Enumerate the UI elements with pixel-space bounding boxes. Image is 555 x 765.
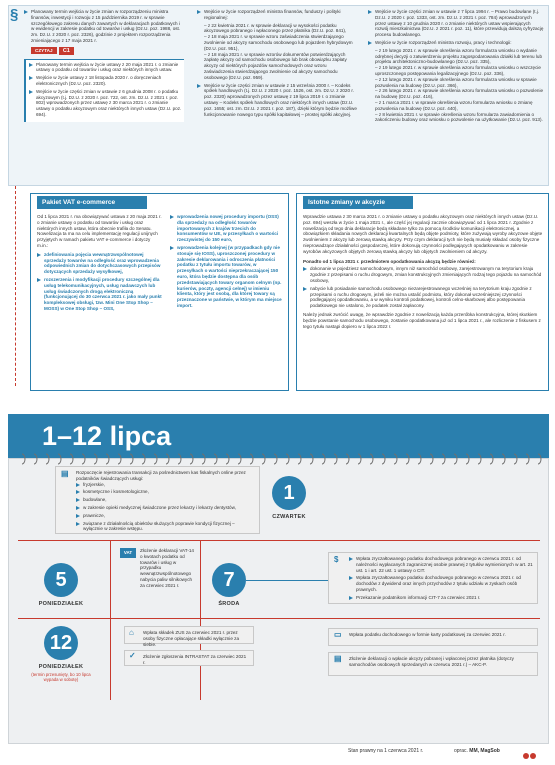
- day7-box-b: [328, 628, 538, 646]
- day7-box-c: [328, 652, 538, 676]
- czytaj-code: C1: [59, 47, 74, 55]
- col3-item-3: – z 19 lutego 2021 r. w sprawie określenia wzoru formularza wniosku o wszczęcie uproszczonego postępowania legalizacyjnego (Dz.U. poz. 336),: [375, 65, 541, 76]
- check-icon: ✓: [129, 651, 136, 660]
- vat-item-0: zdefiniowania pojęcia wewnątrzwspólnotowej sprzedaży towarów na odległość oraz wprowadzenia odpowiednich zmian do dotychczasowych przepisów dotyczących sprzedaży wysyłkowej,: [37, 252, 162, 275]
- day1-item-4: prawnicze,: [76, 513, 255, 519]
- spiral-binding: [8, 452, 549, 466]
- day12-box-a: [124, 626, 254, 647]
- document-icon: ▤: [334, 654, 342, 663]
- day5-circle: 5: [44, 563, 78, 597]
- bank-icon: ⌂: [129, 628, 134, 637]
- footer-author: [454, 748, 500, 754]
- day7-item-2: Przekazanie podatnikom informacji CIT-7 za czerwiec 2021 r.: [349, 595, 533, 601]
- day1-item-1: kosmetyczne i kosmetologiczne,: [76, 489, 255, 495]
- card-icon: ▭: [334, 630, 342, 639]
- col2-item-1: – z 22 kwietnia 2021 r. w sprawie deklaracji w wysokości podatku akcyzowego pobranego i wpłaconego przez płatnika (Dz.U. poz. 841),: [204, 22, 347, 34]
- vat-right: [170, 214, 282, 311]
- grid-v-1: [110, 540, 111, 700]
- day7-circle: 7: [212, 563, 246, 597]
- connector-line: [15, 186, 18, 386]
- day1-item-2: budowlane,: [76, 497, 255, 503]
- day7-item-3: Wpłata podatku dochodowego w formie karty podatkowej za czerwiec 2021 r.: [349, 632, 506, 637]
- publisher-logo-mark: [522, 752, 538, 760]
- col3-item-1: Wejście w życie rozporządzeń ministra rozwoju, pracy i technologii:: [368, 40, 544, 46]
- akcyza-b2: nabycie lub posiadanie samochodu osobowego niezarejestrowanego wcześniej na terytorium kraju zgodnie z przepisami o ruchu drogowym, jeżeli nie można ustalić podmiotu, który dokonał wcześniejszej czynności podlegającej opodatkowaniu, a w wyniku kontroli podatkowej, kontroli celno-skarbowej albo postępowania podatkowego nie ustalono, że podatek został zapłacony.: [303, 286, 543, 309]
- akcyza-p3: Należy jednak zwrócić uwagę, że wprawdzie zgodnie z nowelizacją każda przeróbka konstrukcyjna, której skutkiem będzie powstanie samochodu osobowego, zostanie opodatkowana już od 1 lipca 2021 r., ale rozliczenie z fiskusem z tego tytułu nastąpi dopiero w 1 lipca 2022 r.: [303, 311, 541, 329]
- money-icon: $: [334, 555, 339, 564]
- col3-item-4: – z 12 lutego 2021 r. w sprawie określenia wzoru formularza wniosku w sprawie pozwolenia na budowę (Dz.U. poz. 366),: [375, 76, 537, 88]
- col2-item-0: Wejście w życie rozporządzeń ministra finansów, funduszy i polityki regionalnej:: [197, 9, 357, 21]
- footer-author-prefix: oprac.: [454, 748, 468, 754]
- col3-item-0: Wejście w życie części zmian w ustawie z 7 lipca 1994 r. – Prawo budowlane (t.j. Dz.U. z 2020 r. poz. 1333, ost. zm. Dz.U. z 2021 r. poz. 784) wprowadzonych przez ustawę z 10 grudnia 2020 r. o zmianie niektórych ustaw wspierających rozwój mieszkalnictwa (Dz.U. z 2021 r. poz. 11), które przewidują dalszą cyfryzację procesu budowlanego.: [368, 9, 544, 38]
- day1-box: [55, 466, 260, 534]
- vat-badge: VAT: [120, 548, 136, 558]
- vat-item-2: wprowadzenia nowej procedury importu (OSS) dla sprzedaży na odległość towarów importowanych z krajów trzecich do konsumentów w UE, w przesyłkach o wartości rzeczywistej do 150 euro,: [170, 214, 282, 243]
- day12-item-0: Wpłata składek ZUS za czerwiec 2021 r. przez osoby fizyczne opłacające składki wyłącznie za siebie.: [143, 630, 240, 647]
- czytaj-label: CZYTAJ: [31, 47, 57, 54]
- czytaj-ref[interactable]: [31, 48, 184, 55]
- day12-item-1: Złożenie zgłoszenia INTRASTAT za czerwiec 2021 r.: [143, 654, 247, 665]
- grid-h-2: [18, 618, 540, 619]
- vat-left: [37, 214, 162, 314]
- day12-circle: 12: [44, 626, 78, 660]
- footer-author-name: MM, MagSob: [469, 748, 500, 754]
- grid-h-1: [18, 540, 540, 541]
- akcyza-p2: Ponadto od 1 lipca 2021 r. przedmiotem opodatkowania akcyzą będzie również:: [303, 258, 476, 264]
- day1-item-0: fryzjerskie,: [76, 482, 255, 488]
- akcyza-title: Istotne zmiany w akcyzie: [303, 196, 413, 209]
- day7-label: ŚRODA: [218, 601, 240, 607]
- col3-item-5: – z 26 lutego 2021 r. w sprawie określenia wzoru formularza wniosku o pozwolenie na budowę (Dz.U. poz. 416),: [375, 88, 544, 100]
- day7-item-0: Wpłata zryczałtowanego podatku dochodowego pobranego w czerwcu 2021 r. od należności wypłacanych zagranicznej osobie prawnej z tytułów wymienionych w art. 21 ust. 1 i art. 22 ust. 1 ustawy o CIT.: [349, 556, 533, 573]
- col3-item-6: – z 1 marca 2021 r. w sprawie określenia wzoru formularza wniosku o zmianę pozwolenia na budowę (Dz.U. poz. 440),: [375, 99, 533, 111]
- vat-title: Pakiet VAT e-commerce: [37, 196, 147, 209]
- day7-connector: [246, 580, 328, 581]
- akcyza-p1: Wprawdzie ustawa z 30 marca 2021 r. o zmianie ustawy o podatku akcyzowym oraz niektórych innych ustaw (Dz.U. poz. 694) weszła w życie 1 maja 2021 r., ale część jej regulacji zacznie obowiązywać od 1 lipca 2021 r. Zgodnie z nowelizacją od tego dnia deklaracje będą składane tylko za pomocą środków komunikacji elektronicznej, a obowiązkiem składania nowych deklaracji kwartalnych będą objęte podmioty, które zużywają wyroby akcyzowe objęte zwolnieniem z akcyzy lub zerową stawką akcyzy. Przy czym deklaracji tych nie będą musiały składać osoby fizyczne nieprowadzące działalności gospodarczej, które dokonują czynności podlegających opodatkowaniu w zakresie wyrobów akcyzowych objętych zerową stawką akcyzy lub objętych zwolnieniem od akcyzy.: [303, 214, 543, 254]
- top-col-2: [197, 9, 357, 119]
- day1-circle: 1: [272, 476, 306, 510]
- col1-item-0: Planowany termin wejścia w życie zmian w rozporządzeniu ministra finansów, inwestycji i rozwoju z 15 października 2019 r. w sprawie szczegółowego zakresu danych zawartych w deklaracjach podatkowych i w ewidencji w zakresie podatku od towarów i usług (Dz.U. poz. 1988, ost. zm. Dz.U. z 2020 r. poz. 2326), godzinie z projektem rozporządzenia zmieniającego z 17 maja 2021 r.: [24, 9, 184, 44]
- col1-item-1: Planowany termin wejścia w życie ustawy z 20 maja 2021 r. o zmianie ustawy o podatku od towarów i usług oraz niektórych innych ustaw.: [29, 62, 182, 74]
- col2-item-4: Wejście w życie części zmian w ustawie z 15 września 2000 r. – Kodeks spółek handlowych (t.j. Dz.U. z 2020 r. poz. 1526, ost. zm. Dz.U. z 2020 r. poz. 2320) wprowadzonych przez ustawę z 19 lipca 2019 r. o zmianie ustawy – Kodeks spółek handlowych oraz niektórych innych ustaw (Dz.U. poz. 1655; ost. zm. Dz.U. z 2021 r. poz. 187), dzięki którym będzie możliwe funkcjonowanie nowego typu spółki kapitałowej – prostej spółki akcyjnej.: [197, 83, 357, 118]
- day1-label: CZWARTEK: [272, 514, 306, 520]
- day1-intro: Rozpoczęcie rejestrowania transakcji za pośrednictwem kas fiskalnych online przez podatników świadczących usługi:: [76, 470, 246, 481]
- col2-item-2: – z 18 maja 2021 r. w sprawie wzoru zaświadczenia stwierdzającego zwolnienie od akcyzy samochodu osobowego lub pojazdem hybrydowym (Dz.U. poz. 951),: [204, 34, 353, 51]
- calendar-title: 1–12 lipca: [42, 421, 172, 451]
- day5-box: [118, 548, 196, 610]
- top-col-3: [368, 9, 544, 123]
- vat-item-1: rozszerzenia i modyfikacji procedury szczególnej dla usług telekomunikacyjnych, usług nadawczych lub usług świadczonych drogą elektroniczną (funkcjonującej do 30 czerwca 2021 r. jako mały punkt kompleksowej obsługi, tzw. Mini One Stop Shop – MOSS) w One Stop Shop – OSS,: [37, 277, 162, 312]
- col3-item-2: – z 19 lutego 2021 r. w sprawie określenia wzoru formularza wniosku o wydanie odrębnej decyzji o zatwierdzeniu projektu zagospodarowania działki lub terenu lub projektu architektoniczno-budowlanego (Dz.U. poz. 335),: [375, 47, 543, 65]
- col3-item-7: – z 8 kwietnia 2021 r. w sprawie określenia wzoru formularza zawiadomienia o zakończeniu budowy oraz wniosku o pozwolenie na użytkowanie (Dz.U. poz. 913).: [375, 111, 543, 123]
- day12-label: PONIEDZIAŁEK: [38, 664, 84, 670]
- day5-text: Złożenie deklaracji VAT-14 o kwotach podatku od towarów i usług w przypadku wewnątrzwspólnotowego nabycia paliw silnikowych za czerwiec 2021 r.: [140, 548, 194, 588]
- paragraph-icon: §: [10, 6, 19, 23]
- vat-intro: Od 1 lipca 2021 r. ma obowiązywać ustawa z 20 maja 2021 r. o zmianie ustawy o podatku od towarów i usług oraz niektórych innych ustaw, która obecnie trafiła do Senatu. Nowelizacja ta ma na celu implementację regulacji unijnych przyjętych w ramach pakietu VAT e-commerce i dotyczy m.in.:: [37, 214, 162, 248]
- col1-item-2: Wejście w życie ustawy z 18 listopada 2020 r. o doręczeniach elektronicznych (Dz.U. poz. 2320).: [29, 75, 182, 87]
- day1-item-3: w zakresie opieki medycznej świadczone przez lekarzy i lekarzy dentystów,: [76, 505, 255, 511]
- grid-v-2: [200, 540, 201, 700]
- day12-note: (termin przesunięty, bo 10 lipca wypada w sobotę): [31, 672, 91, 683]
- day7-item-4: Złożenie deklaracji o wpłacie akcyzy pobranej i wpłaconej przez płatnika (dotyczy samochodów osobowych sprzedanych w czerwcu 2021 r.) – AKC-P.: [349, 656, 514, 667]
- col1-item-3: Wejście w życie części zmian w ustawie z 6 grudnia 2008 r. o podatku akcyzowym (t.j. Dz.U. z 2020 r. poz. 722, ost. zm. Dz.U. z 2021 r. poz. 802) wprowadzonych przez ustawę z 30 marca 2021 r. o zmianie ustawy o podatku akcyzowym oraz niektórych innych ustaw (Dz.U. poz. 694).: [29, 89, 182, 118]
- akcyza-body: [303, 214, 543, 329]
- day12-box-b: [124, 650, 254, 666]
- highlight-frame: [24, 59, 184, 122]
- day7-box-a: [328, 552, 538, 604]
- publisher-logo: [522, 747, 538, 755]
- day5-label: PONIEDZIAŁEK: [38, 601, 84, 607]
- register-icon: ▤: [61, 469, 69, 478]
- day7-item-1: Wpłata zryczałtowanego podatku dochodowego pobranego w czerwcu 2021 r. od dochodów z dywidend oraz innych przychodów z tytułu udziału w zyskach osób prawnych.: [349, 575, 533, 592]
- top-col-1: [24, 9, 184, 122]
- col2-item-3: – z 18 maja 2021 r. w sprawie wzorów dokumentów potwierdzających zapłatę akcyzy od samochodu osobowego lub brak obowiązku zapłaty akcyzy od niektórych pojazdów samochodowych oraz wzoru zaświadczenia stwierdzającego zwolnienie od akcyzy samochodu osobowego (Dz.U. poz. 959).: [204, 51, 347, 80]
- vat-item-3: wprowadzenia kolejnej (w przypadkach gdy nie stosuje się IOSS), uproszczonej procedury w zakresie deklarowania i odroczenia płatności podatku z tytułu importu towarów, w przesyłkach o wartości nieprzekraczającej 150 euro, która będzie dostępna dla osób przedstawiających towary organom celnym (np. kurierów, poczty, agencji celnej) w imieniu klienta, który jest osobą, dla której towary są przeznaczone w państwie, w którym ma miejsce import.: [170, 245, 282, 309]
- day1-item-5: związane z działalnością obiektów służących poprawie kondycji fizycznej – wyłącznie w zakresie wstępu.: [76, 521, 255, 533]
- footer-state: Stan prawny na 1 czerwca 2021 r.: [348, 748, 424, 754]
- akcyza-b1: dokonanie w pojedziesz samochodowym, innym niż samochód osobowy, zarejestrowanym na terytorium kraju zgodnie z przepisami o ruchu drogowym, zmian konstrukcyjnych zmieniających rodzaj tego pojazdu na samochód osobowy,: [303, 266, 543, 283]
